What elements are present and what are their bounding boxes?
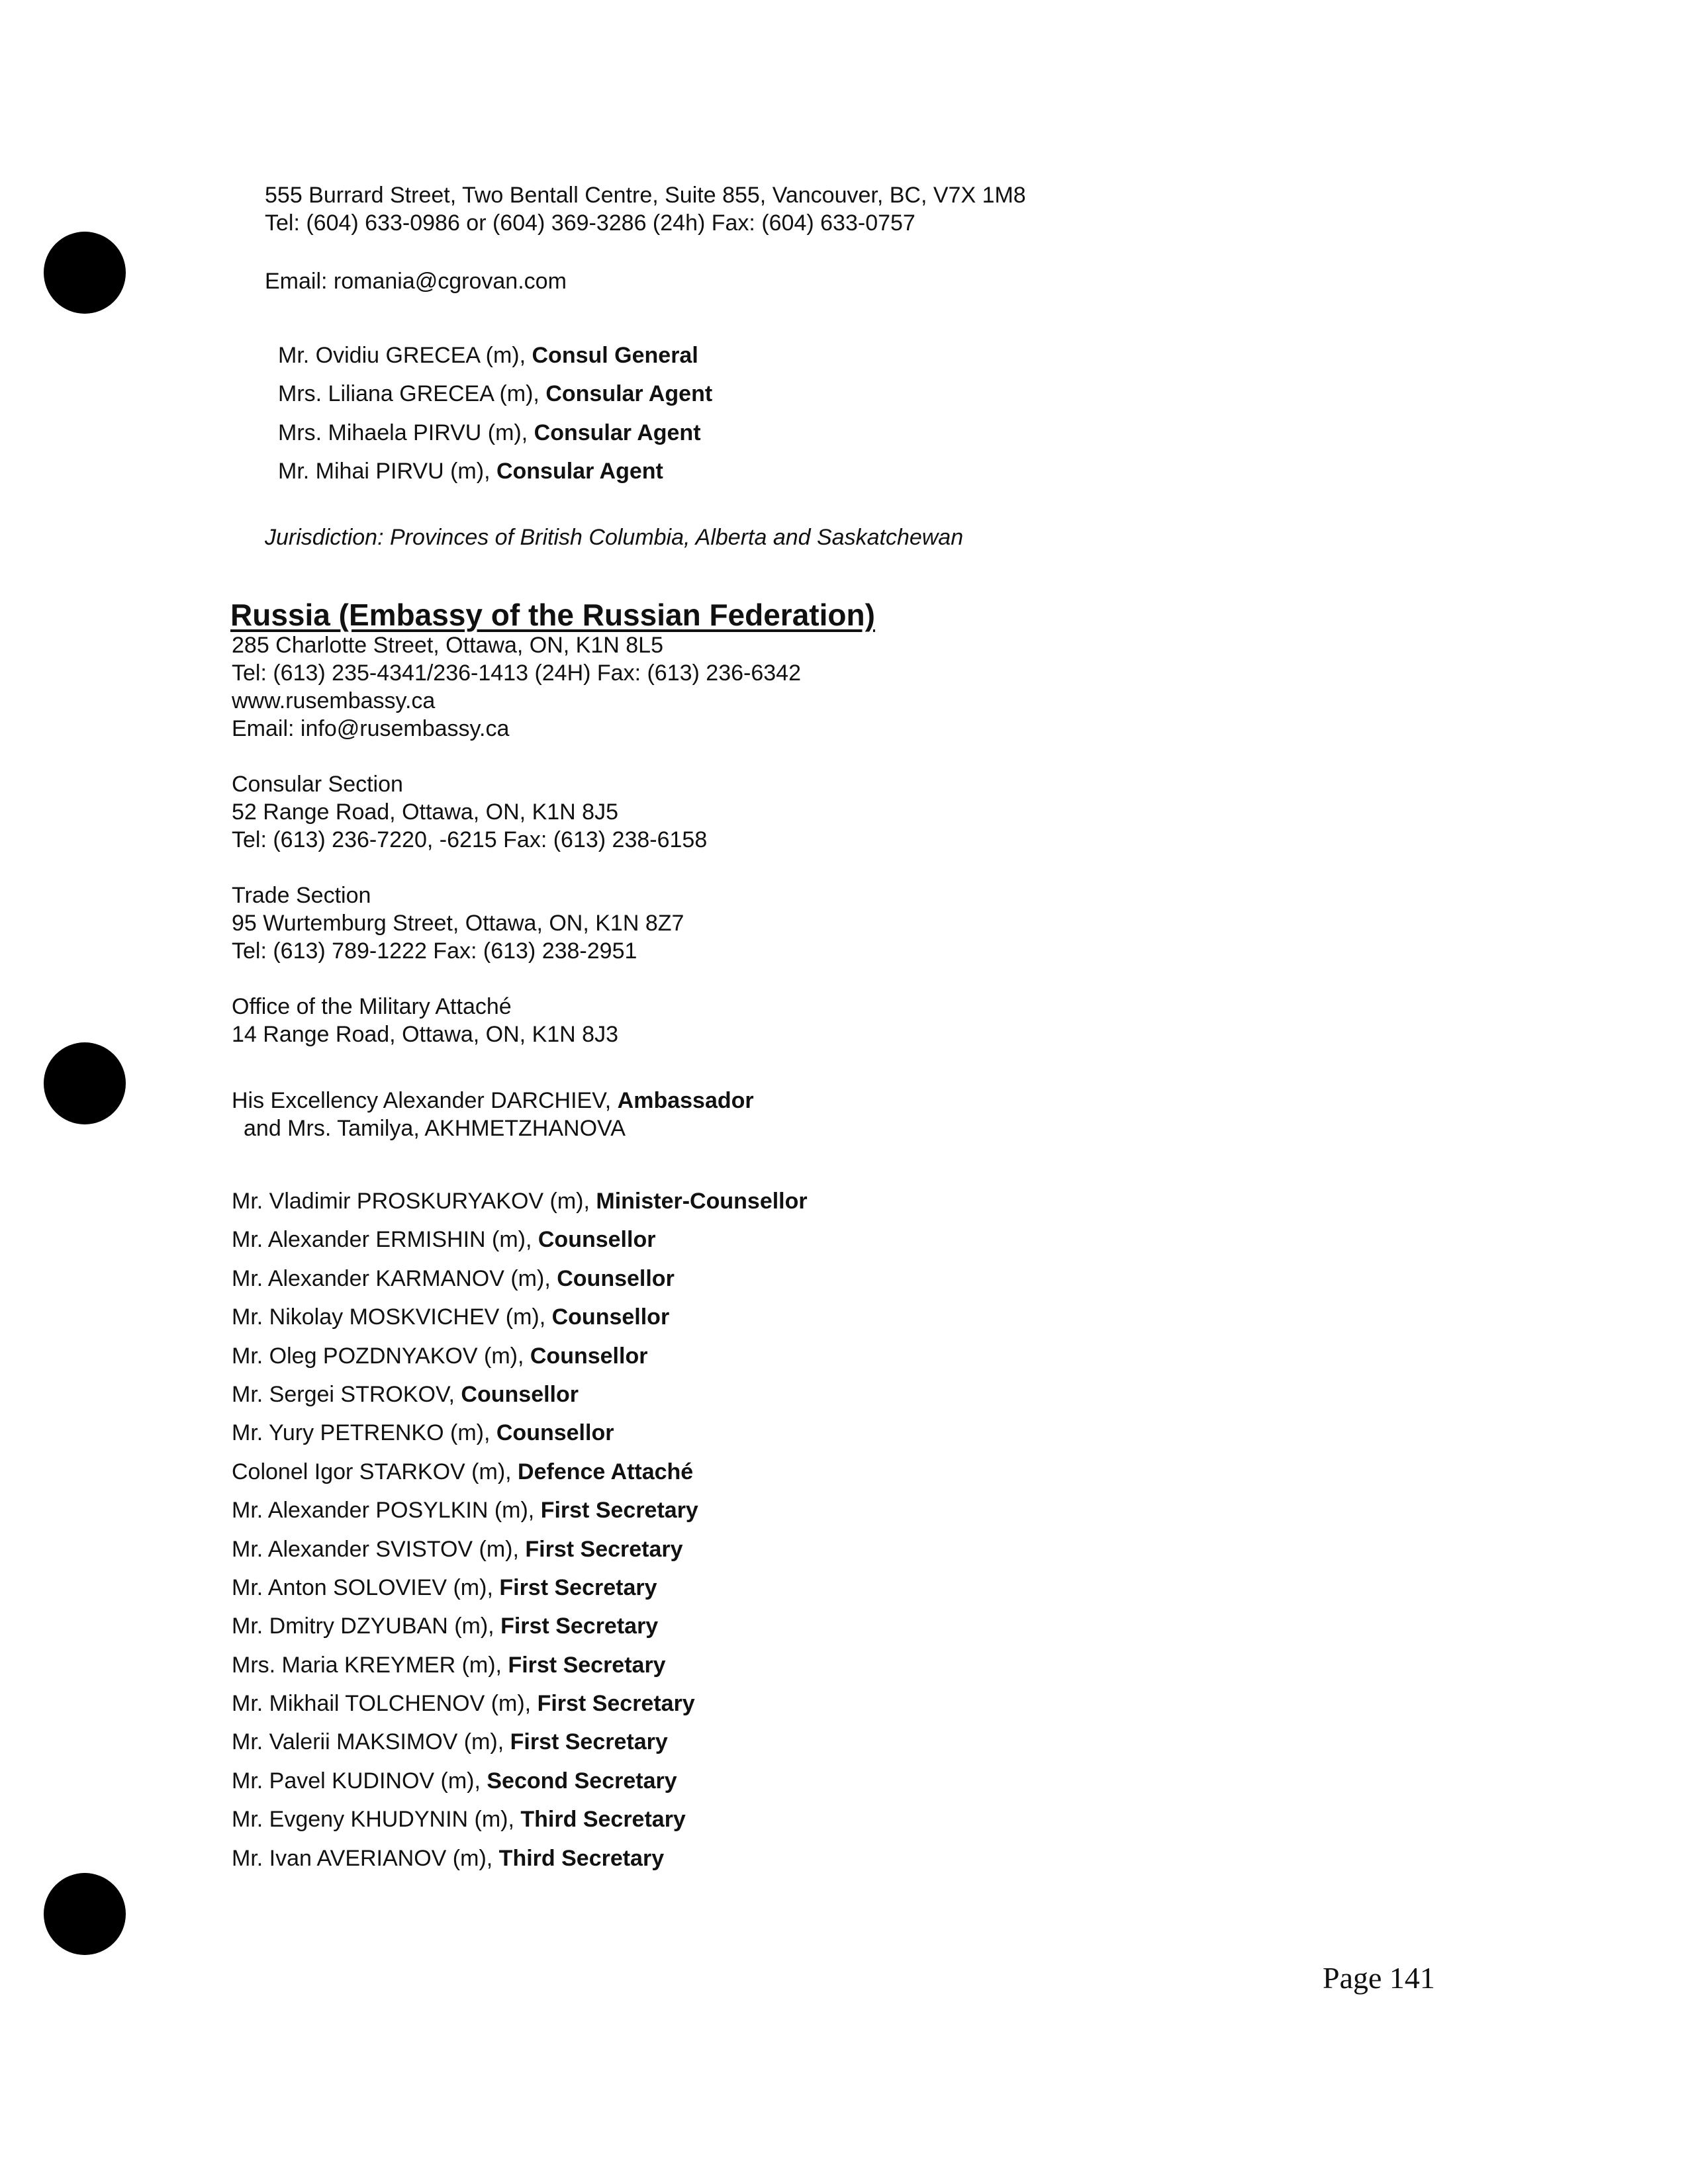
punch-hole-top xyxy=(44,232,126,314)
person-role: First Secretary xyxy=(525,1536,683,1562)
list-item xyxy=(278,422,712,460)
russia-tel: Tel: (613) 235-4341/236-1413 (24H) Fax: (613) 236-6342 xyxy=(232,660,801,686)
page-number: Page 141 xyxy=(1323,1961,1435,1995)
list-item xyxy=(232,1422,808,1460)
list-item xyxy=(232,1576,808,1615)
list-item xyxy=(232,1267,808,1306)
list-item xyxy=(278,383,712,421)
person-name: Mr. Evgeny KHUDYNIN (m), xyxy=(232,1807,521,1833)
military-attache-address: 14 Range Road, Ottawa, ON, K1N 8J3 xyxy=(232,1022,618,1047)
list-item xyxy=(278,460,712,498)
person-name: Mr. Vladimir PROSKURYAKOV (m), xyxy=(232,1189,596,1214)
person-name: Mr. Alexander KARMANOV (m), xyxy=(232,1265,557,1291)
person-role: Consular Agent xyxy=(534,420,701,445)
punch-hole-middle xyxy=(44,1042,126,1124)
person-name: Mr. Mihai PIRVU (m), xyxy=(278,459,496,484)
list-item xyxy=(232,1383,808,1422)
person-name: Mrs. Liliana GRECEA (m), xyxy=(278,381,546,407)
romania-tel: Tel: (604) 633-0986 or (604) 369-3286 (24h) Fax: (604) 633-0757 xyxy=(265,210,915,236)
trade-section-title: Trade Section xyxy=(232,883,371,908)
person-role: First Secretary xyxy=(499,1574,657,1600)
person-name: Colonel Igor STARKOV (m), xyxy=(232,1459,518,1484)
consular-section-title: Consular Section xyxy=(232,772,403,797)
person-role: Minister-Counsellor xyxy=(596,1189,808,1214)
consular-section xyxy=(232,773,707,856)
ambassador-line xyxy=(232,1089,754,1117)
person-role: Third Secretary xyxy=(498,1845,665,1871)
person-role: Counsellor xyxy=(461,1381,579,1407)
punch-hole-bottom xyxy=(44,1873,126,1955)
person-name: Mr. Sergei STROKOV, xyxy=(232,1381,461,1407)
person-role: First Secretary xyxy=(537,1691,695,1717)
russia-email: Email: info@rusembassy.ca xyxy=(232,716,510,741)
person-role: First Secretary xyxy=(508,1652,666,1678)
list-item xyxy=(232,1461,808,1499)
ambassador-spouse: and Mrs. Tamilya, AKHMETZHANOVA xyxy=(244,1116,626,1141)
list-item xyxy=(232,1499,808,1537)
person-role: Counsellor xyxy=(496,1420,614,1446)
romania-personnel-list xyxy=(278,344,712,499)
person-name: Mr. Alexander POSYLKIN (m), xyxy=(232,1498,541,1524)
person-name: Mr. Dmitry DZYUBAN (m), xyxy=(232,1614,501,1639)
list-item xyxy=(232,1847,808,1886)
list-item xyxy=(232,1190,808,1228)
russia-heading: Russia (Embassy of the Russian Federation) xyxy=(230,598,875,632)
person-role: Consular Agent xyxy=(545,381,713,407)
list-item xyxy=(232,1345,808,1383)
list-item xyxy=(232,1654,808,1692)
person-role: Counsellor xyxy=(538,1227,656,1253)
romania-address: 555 Burrard Street, Two Bentall Centre, Suite 855, Vancouver, BC, V7X 1M8 xyxy=(265,183,1026,208)
person-name: Mr. Mikhail TOLCHENOV (m), xyxy=(232,1691,538,1717)
person-role: Counsellor xyxy=(557,1265,675,1291)
ambassador-block xyxy=(232,1089,754,1145)
person-name: Mr. Alexander SVISTOV (m), xyxy=(232,1536,526,1562)
list-item xyxy=(232,1228,808,1267)
person-name: Mr. Valerii MAKSIMOV (m), xyxy=(232,1729,510,1755)
person-role: First Secretary xyxy=(540,1498,698,1524)
person-role: Consul General xyxy=(532,343,698,368)
russia-personnel-list xyxy=(232,1190,808,1886)
list-item xyxy=(232,1808,808,1846)
person-name: Mr. Ovidiu GRECEA (m), xyxy=(278,343,532,368)
ambassador-role: Ambassador xyxy=(617,1088,754,1113)
person-name: Mrs. Mihaela PIRVU (m), xyxy=(278,420,534,445)
person-name: Mr. Anton SOLOVIEV (m), xyxy=(232,1574,500,1600)
ambassador-name: His Excellency Alexander DARCHIEV, xyxy=(232,1088,618,1113)
consular-section-address: 52 Range Road, Ottawa, ON, K1N 8J5 xyxy=(232,799,618,825)
person-name: Mr. Alexander ERMISHIN (m), xyxy=(232,1227,538,1253)
list-item xyxy=(232,1306,808,1344)
person-role: Second Secretary xyxy=(487,1768,677,1794)
person-role: Consular Agent xyxy=(496,459,663,484)
person-role: First Secretary xyxy=(510,1729,668,1755)
person-name: Mr. Yury PETRENKO (m), xyxy=(232,1420,496,1446)
person-role: Defence Attaché xyxy=(518,1459,694,1484)
person-name: Mr. Oleg POZDNYAKOV (m), xyxy=(232,1343,530,1369)
person-role: Counsellor xyxy=(530,1343,648,1369)
russia-embassy-contact xyxy=(232,634,801,745)
person-name: Mr. Ivan AVERIANOV (m), xyxy=(232,1845,499,1871)
consular-section-tel: Tel: (613) 236-7220, -6215 Fax: (613) 238-6158 xyxy=(232,827,708,852)
list-item xyxy=(232,1538,808,1576)
trade-section-tel: Tel: (613) 789-1222 Fax: (613) 238-2951 xyxy=(232,938,637,964)
person-role: Counsellor xyxy=(551,1304,670,1330)
list-item xyxy=(232,1692,808,1731)
military-attache-office xyxy=(232,995,618,1051)
person-role: First Secretary xyxy=(500,1614,659,1639)
trade-section xyxy=(232,884,684,968)
russia-address: 285 Charlotte Street, Ottawa, ON, K1N 8L5 xyxy=(232,633,663,658)
list-item xyxy=(232,1731,808,1769)
list-item xyxy=(232,1615,808,1653)
russia-website: www.rusembassy.ca xyxy=(232,688,436,713)
person-name: Mr. Pavel KUDINOV (m), xyxy=(232,1768,487,1794)
romania-jurisdiction: Jurisdiction: Provinces of British Columbia, Alberta and Saskatchewan xyxy=(265,525,964,550)
military-attache-title: Office of the Military Attaché xyxy=(232,994,512,1019)
list-item xyxy=(278,344,712,383)
romania-email: Email: romania@cgrovan.com xyxy=(265,269,567,294)
person-name: Mr. Nikolay MOSKVICHEV (m), xyxy=(232,1304,552,1330)
person-name: Mrs. Maria KREYMER (m), xyxy=(232,1652,508,1678)
list-item xyxy=(232,1770,808,1808)
person-role: Third Secretary xyxy=(520,1807,686,1833)
trade-section-address: 95 Wurtemburg Street, Ottawa, ON, K1N 8Z7 xyxy=(232,911,684,936)
